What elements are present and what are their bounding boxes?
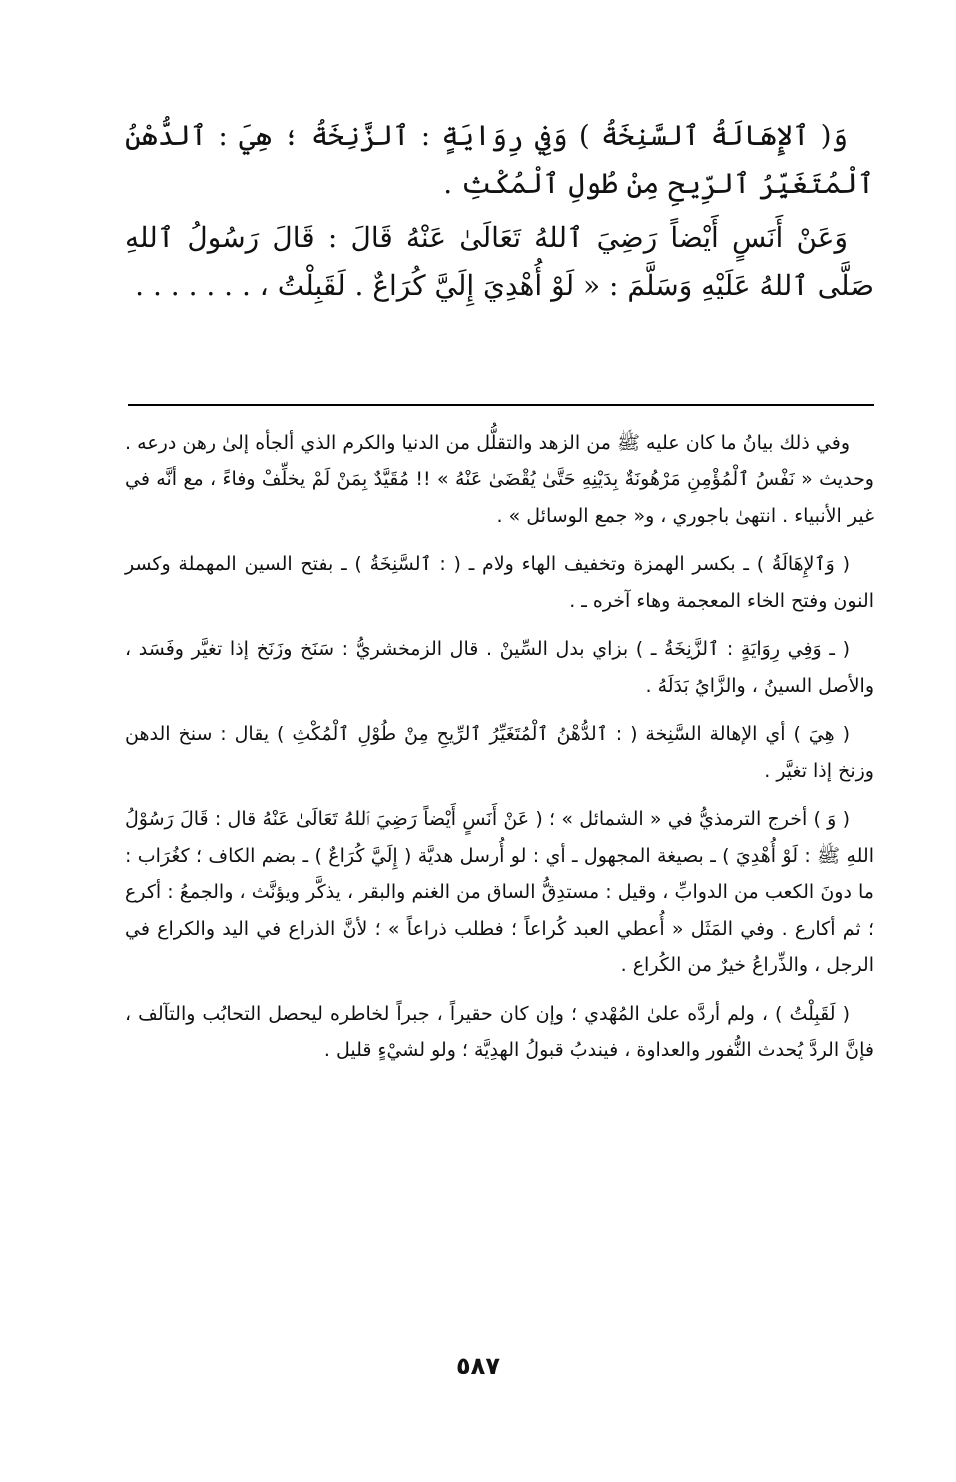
commentary-paragraph: ( هِيَ ) أي الإهالة السَّنِخة ( : ٱلدُّهْنُ ٱلْمُتَغَيِّرُ ٱلرِّيحِ مِنْ طُوْلِ ٱلْمُكْثِ ) يقال : سنخ الدهن وزنخ إذا تغيَّر . [125,723,874,782]
main-text [125,112,874,311]
commentary-paragraph: ( وَ ) أخرج الترمذيُّ في « الشمائل » ؛ ( عَنْ أَنَسٍ أَيْضاً رَضِيَ ٱللهُ تَعَالَىٰ عَنْهُ قال : قَالَ رَسُوْلُ اللهِ ﷺ : لَوْ أُهْدِيَ ) ـ بصيغة المجهول ـ أي : لو أُرسل هديَّة ( إِلَيَّ كُرَاعٌ ) ـ بضم الكاف ؛ كغُرَاب : ما دونَ الكعب من الدوابِّ ، وقيل : مستدِقُّ الساق من الغنم والبقر ، يذكَّر ويؤنَّث ، والجمعُ : أكرع ؛ ثم أكارع . وفي المَثَل « أُعطي العبد كُراعاً ؛ فطلب ذراعاً » ؛ لأنَّ الذراع في اليد والكراع في الرجل ، والذِّراعُ خيرٌ من الكُراع . [125,808,874,977]
page-number: ٥٨٧ [456,1352,500,1380]
commentary-paragraph: ( وَٱلإِهَالَةُ ) ـ بكسر الهمزة وتخفيف الهاء ولام ـ ( : ٱلسَّنِخَةُ ) ـ بفتح السين المهملة وكسر النون وفتح الخاء المعجمة وهاء آخره ـ . [125,553,874,612]
commentary-paragraph: ( لَقَبِلْتُ ) ، ولم أردَّه علىٰ المُهْدي ؛ وإن كان حقيراً ، جبراً لخاطره ليحصل التحابُب والتآلف ، فإنَّ الردَّ يُحدث النُّفور والعداوة ، فيندبُ قبولُ الهدِيَّة ؛ ولو لشيْءٍ قليل . [125,1002,874,1062]
commentary-section [125,425,874,1081]
main-text-paragraph: وَعَنْ أَنَسٍ أَيْضاً رَضِيَ ٱللهُ تَعَالَىٰ عَنْهُ قَالَ : قَالَ رَسُولُ ٱللهِ صَلَّى ٱللهُ عَلَيْهِ وَسَلَّمَ : « لَوْ أُهْدِيَ إِلَيَّ كُرَاعٌ . لَقَبِلْتُ ، . . . . . . . [125,221,874,303]
footnote-separator-line [128,404,874,406]
main-text-paragraph: وَ( ٱلإِهَالَةُ ٱلسَّنِخَةُ ) وَفِي رِوَايَةٍ : ٱلزَّنِخَةُ ؛ هِيَ : ٱلدُّهْنُ ٱلْمُتَغَيِّرُ ٱلرِّيحِ مِنْ طُولِ ٱلْمُكْثِ . [125,119,874,201]
commentary-paragraph: ( ـ وَفِي رِوَايَةٍ : ٱلزَّنِخَةُ ـ ) بزاي بدل السِّينْ . قال الزمخشريُّ : سَنَخ وزَنَخ إذا تغيَّر وفَسَد ، والأصل السينُ ، والزَّايُ بَدَلَهُ . [125,638,874,697]
commentary-paragraph: وفي ذلك بيانُ ما كان عليه ﷺ من الزهد والتقلُّل من الدنيا والكرم الذي ألجأه إلىٰ رهن درعه . وحديث « نَفْسُ ٱلْمُؤْمِنِ مَرْهُونَةٌ بِدَيْنِهِ حَتَّىٰ يُقْضَىٰ عَنْهُ » !! مُقَيَّدٌ بِمَنْ لَمْ يخلِّفْ وفاءً ، مع أنَّه في غير الأنبياء . انتهىٰ باجوري ، و« جمع الوسائل » . [125,432,874,527]
